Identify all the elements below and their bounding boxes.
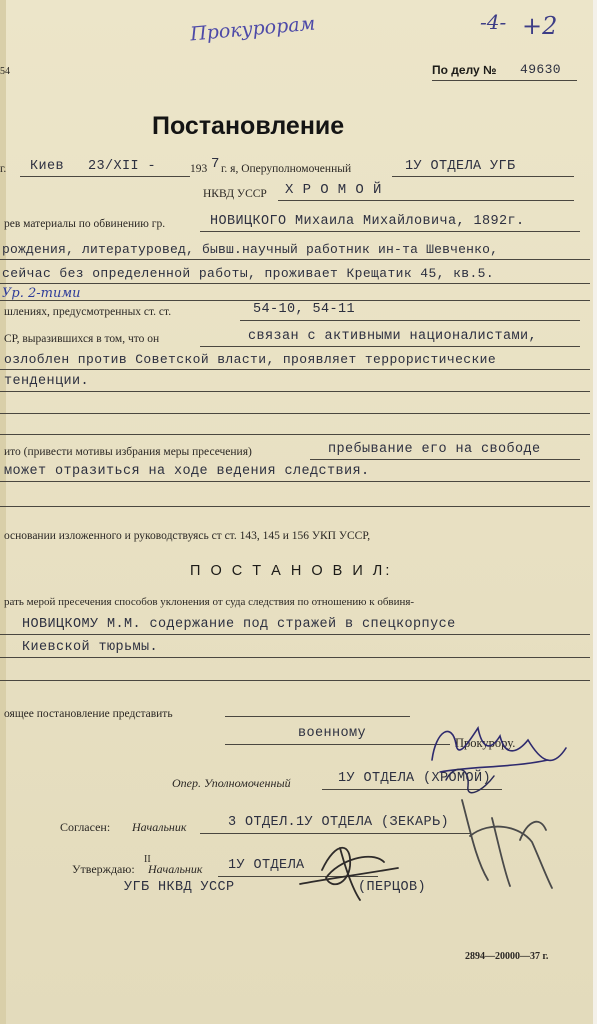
case-label: По делу № bbox=[432, 63, 497, 77]
agreed-role: Начальник bbox=[132, 820, 187, 834]
crimes-text-1: связан с активными националистами, bbox=[248, 329, 538, 344]
city-prefix: г. bbox=[0, 163, 7, 175]
department: 1У ОТДЕЛА УГБ bbox=[405, 159, 516, 174]
submit-recipient: военному bbox=[298, 726, 367, 741]
crimes-label: шлениях, предусмотренных ст. ст. bbox=[4, 306, 172, 318]
officer-signature bbox=[446, 769, 494, 792]
accused-line-1: НОВИЦКОГО Михаила Михайловича, 1892г. bbox=[210, 214, 525, 229]
nkvd-label: НКВД УССР bbox=[203, 188, 267, 200]
document-date: 23/XII - bbox=[88, 159, 157, 174]
motives-text-2: может отразиться на ходе ведения следствия. bbox=[4, 464, 370, 479]
prosecutor-signature bbox=[432, 728, 566, 772]
approved-role-mark: II bbox=[144, 854, 151, 865]
approved-label: Утверждаю: bbox=[72, 862, 135, 876]
year-digit: 7 bbox=[211, 156, 220, 172]
basis-text: основании изложенного и руководствуясь ст ст. 143, 145 и 156 УКП УССР, bbox=[4, 530, 371, 542]
crimes-text-3: тенденции. bbox=[4, 374, 90, 389]
agreed-label: Согласен: bbox=[60, 820, 111, 834]
approved-signature bbox=[300, 848, 398, 900]
accused-line-2: рождения, литературовед, бывш.научный работник ин-та Шевченко, bbox=[2, 242, 499, 257]
motives-text-1: пребывание его на свободе bbox=[328, 442, 541, 457]
crimes-prefix: СР, выразившихся в том, что он bbox=[4, 333, 160, 345]
accused-line-3: сейчас без определенной работы, проживает Крещатик 45, кв.5. bbox=[2, 266, 495, 281]
officer-name: Х Р О М О Й bbox=[285, 182, 382, 198]
agreed-value: 3 ОТДЕЛ.1У ОТДЕЛА (ЗЕКАРЬ) bbox=[228, 815, 450, 830]
approved-value: 1У ОТДЕЛА bbox=[228, 858, 305, 873]
agreed-signature bbox=[462, 800, 552, 888]
measure-text-1: НОВИЦКОМУ М.М. содержание под стражей в спецкорпусе bbox=[22, 617, 456, 632]
officer-sign-label: Опер. Уполномоченный bbox=[172, 776, 291, 790]
submit-label: оящее постановление представить bbox=[4, 708, 173, 720]
materials-label: рев материалы по обвинению гр. bbox=[4, 218, 166, 230]
year-suffix: г. я, Оперуполномоченный bbox=[221, 163, 352, 175]
corner-number-2: +2 bbox=[522, 12, 558, 40]
case-number: 49630 bbox=[520, 62, 562, 77]
officer-sign-value: 1У ОТДЕЛА (ХРОМОЙ) bbox=[338, 771, 492, 786]
footer-print-code: 2894—20000—37 г. bbox=[465, 951, 549, 962]
document-title: Постановление bbox=[152, 112, 345, 140]
year-prefix: 193 bbox=[190, 163, 208, 175]
approved-role: Начальник bbox=[148, 862, 203, 876]
city: Киев bbox=[30, 159, 65, 174]
left-margin-mark: 54 bbox=[0, 66, 10, 77]
crimes-text-2: озлоблен против Советской власти, проявляет террористические bbox=[4, 352, 497, 367]
motives-label: ито (привести мотивы избрания меры пресечения) bbox=[4, 446, 252, 458]
articles: 54-10, 54-11 bbox=[253, 302, 356, 317]
decided-heading: П О С Т А Н О В И Л: bbox=[190, 563, 393, 579]
approved-org: УГБ НКВД УССР bbox=[124, 880, 235, 895]
measure-label: рать мерой пресечения способов уклонения от суда следствия по отношению к обвиня- bbox=[4, 596, 415, 608]
prosecutor-label: Прокурору. bbox=[455, 736, 516, 750]
handwritten-note: Прокурорам bbox=[189, 12, 317, 46]
measure-text-2: Киевской тюрьмы. bbox=[22, 640, 159, 655]
corner-number: -4- bbox=[480, 10, 507, 34]
handwritten-insert: Ур. 2-тими bbox=[2, 286, 81, 301]
approved-name: (ПЕРЦОВ) bbox=[358, 880, 427, 895]
